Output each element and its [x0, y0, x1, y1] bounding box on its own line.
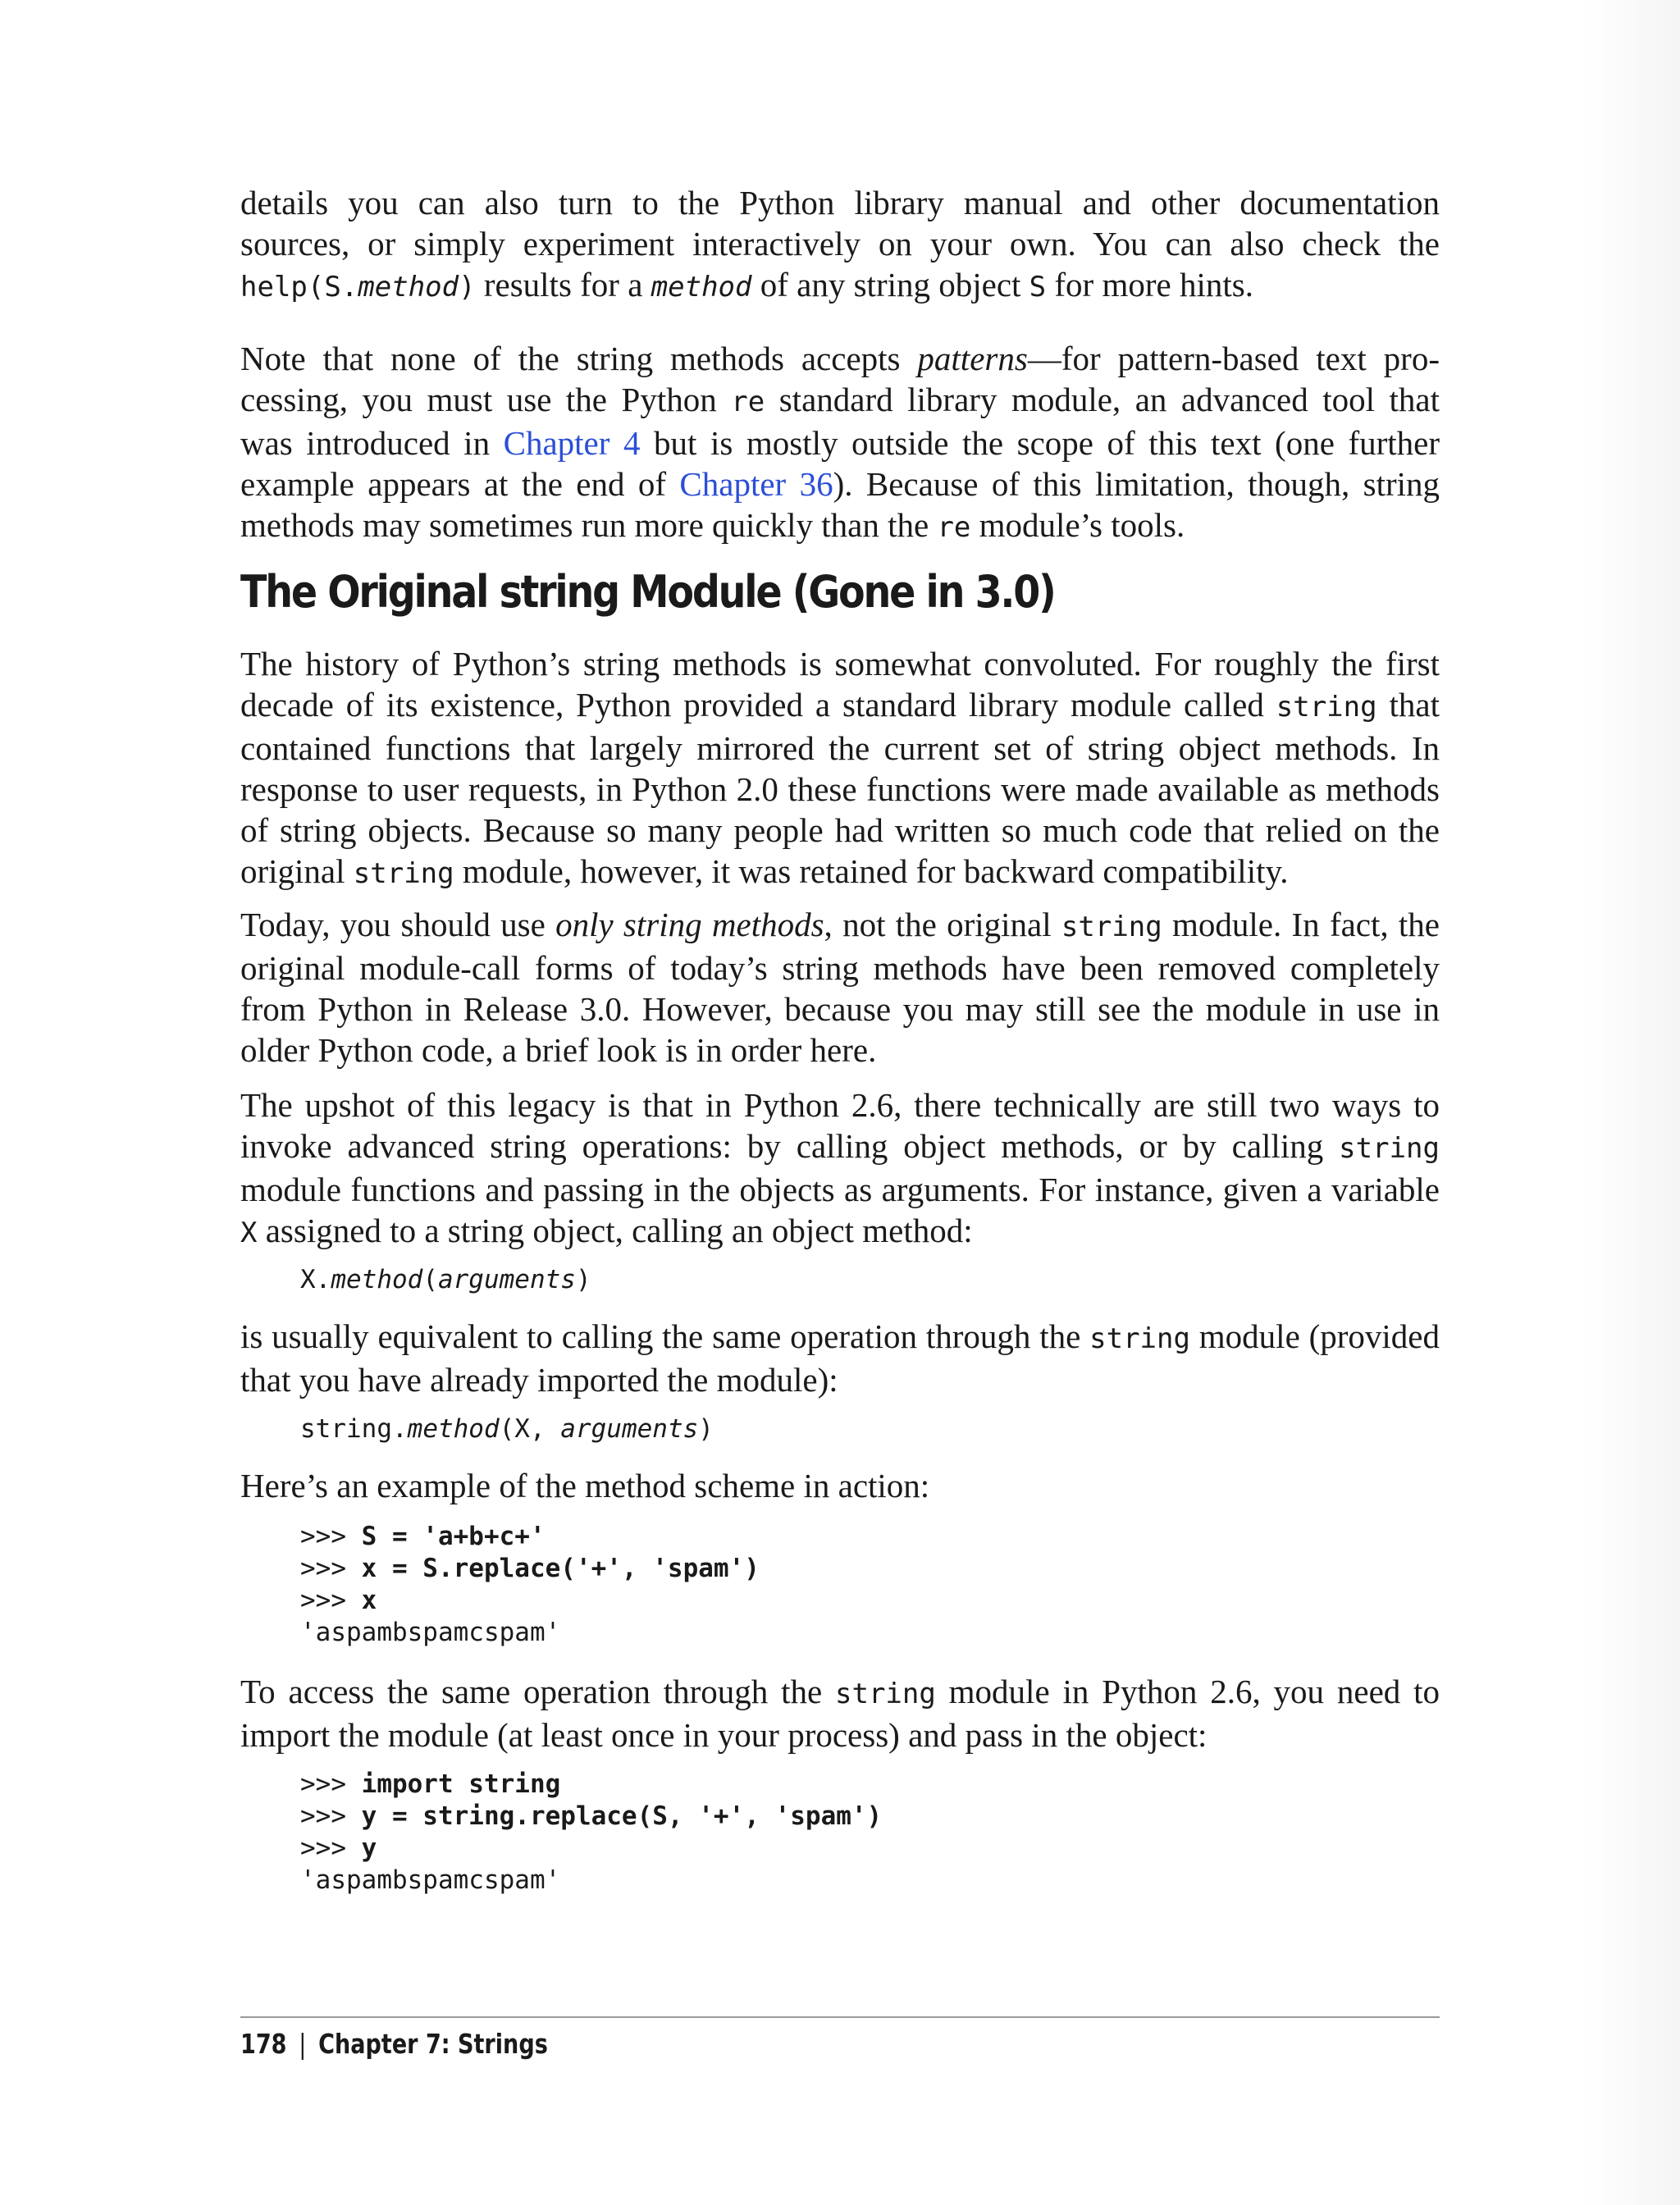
text-line: methods may sometimes run more quickly than the re module’s tools. — [240, 506, 1185, 544]
text-line: To access the same operation through the string module in Python 2.6, you need to — [240, 1673, 1440, 1710]
text-line: details you can also turn to the Python library manual and other documentation — [240, 184, 1440, 221]
text-line: sources, or simply experiment interactively on your own. You can also check the — [240, 225, 1440, 262]
section-heading: The Original string Module (Gone in 3.0) — [240, 566, 1055, 618]
paragraph-upshot — [240, 1084, 1440, 1253]
inline-code-italic: method — [358, 271, 459, 304]
inline-code: string — [1339, 1132, 1440, 1165]
inline-code: ) — [459, 271, 476, 304]
paragraph-today — [240, 904, 1440, 1071]
text-line: invoke advanced string operations: by calling object methods, or by calling string — [240, 1127, 1440, 1165]
inline-code: string — [1276, 691, 1377, 724]
inline-code: S — [1029, 271, 1047, 304]
text-line: The history of Python’s string methods is somewhat convoluted. For roughly the first — [240, 645, 1440, 682]
page-number: 178 — [240, 2028, 287, 2060]
paragraph-equivalent — [240, 1316, 1440, 1400]
footer-separator: | — [299, 2028, 307, 2060]
inline-code: help(S. — [240, 271, 358, 304]
text-line: example appears at the end of Chapter 36). Because of this limitation, though, string — [240, 465, 1440, 503]
running-chapter-title: Chapter 7: Strings — [318, 2028, 548, 2060]
text-line: Note that none of the string methods accepts patterns—for pattern-based text pro- — [240, 340, 1440, 377]
text-line: was introduced in Chapter 4 but is mostly outside the scope of this text (one further — [240, 424, 1440, 462]
text-line: contained functions that largely mirrored the current set of string object methods. In — [240, 729, 1440, 767]
inline-code: string — [835, 1678, 936, 1710]
inline-code: X — [240, 1217, 258, 1249]
italic-text: patterns — [917, 340, 1028, 377]
chapter-36-link[interactable]: Chapter 36 — [679, 465, 833, 503]
footer-rule — [240, 2016, 1440, 2018]
text-line: original string module, however, it was retained for backward compatibility. — [240, 852, 1289, 890]
code-example-string-module: >>> import string >>> y = string.replace(S, '+', 'spam') >>> y 'aspambspamcspam' — [300, 1769, 883, 1895]
code-example-object-method: X.method(arguments) — [300, 1265, 591, 1294]
text-line: original module-call forms of today’s string methods have been removed completely — [240, 949, 1440, 987]
text-line: help(S.method) results for a method of any string object S for more hints. — [240, 266, 1253, 304]
text-line: import the module (at least once in your process) and pass in the object: — [240, 1716, 1208, 1754]
text-line: of string objects. Because so many people had written so much code that relied on the — [240, 811, 1440, 849]
inline-code: re — [731, 386, 765, 418]
code-example-module-call: string.method(X, arguments) — [300, 1414, 714, 1444]
code-example-method-scheme: >>> S = 'a+b+c+' >>> x = S.replace('+', 'spam') >>> x 'aspambspamcspam' — [300, 1522, 760, 1647]
text-line: module functions and passing in the objects as arguments. For instance, given a variable — [240, 1171, 1440, 1208]
text-line: response to user requests, in Python 2.0 these functions were made available as methods — [240, 770, 1440, 808]
text-line: X assigned to a string object, calling an object method: — [240, 1212, 973, 1249]
paragraph-help-hints — [240, 182, 1440, 308]
text-line: is usually equivalent to calling the same operation through the string module (provided — [240, 1317, 1440, 1355]
text-line: decade of its existence, Python provided a standard library module called string that — [240, 686, 1440, 724]
italic-text: only string methods — [555, 906, 824, 943]
text-line: Here’s an example of the method scheme in action: — [240, 1467, 930, 1504]
text-line: Today, you should use only string methods, not the original string module. In fact, the — [240, 906, 1440, 943]
paragraph-history — [240, 643, 1440, 894]
text-line: from Python in Release 3.0. However, because you may still see the module in use in — [240, 990, 1440, 1028]
inline-code-italic: method — [651, 271, 752, 304]
paragraph-patterns — [240, 338, 1440, 548]
text-line: cessing, you must use the Python re standard library module, an advanced tool that — [240, 381, 1440, 418]
inline-code: string — [1089, 1322, 1190, 1355]
page-edge-shade — [1582, 0, 1680, 2205]
inline-code: re — [937, 511, 971, 544]
paragraph-module-access — [240, 1671, 1440, 1755]
paragraph-example-intro — [240, 1465, 1440, 1506]
text-line: The upshot of this legacy is that in Python 2.6, there technically are still two ways to — [240, 1086, 1440, 1124]
inline-code: string — [1061, 911, 1162, 943]
chapter-4-link[interactable]: Chapter 4 — [503, 424, 641, 462]
page-footer — [240, 2028, 548, 2060]
text-line: older Python code, a brief look is in order here. — [240, 1031, 877, 1069]
inline-code: string — [353, 857, 454, 890]
text-line: that you have already imported the module): — [240, 1361, 838, 1399]
